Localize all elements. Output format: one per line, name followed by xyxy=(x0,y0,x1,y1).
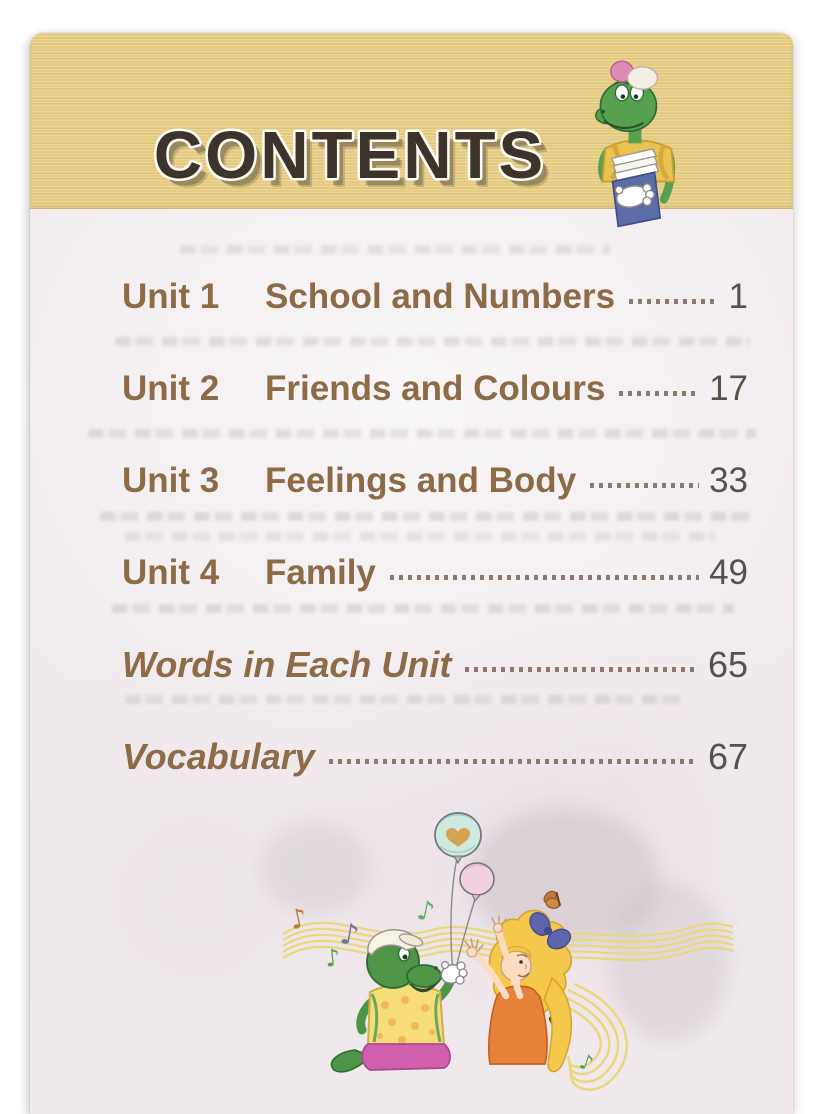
toc-entry-label: Unit 3 xyxy=(122,461,220,500)
svg-text:♪: ♪ xyxy=(323,943,342,973)
balloon-string xyxy=(451,858,457,972)
svg-text:♪: ♪ xyxy=(414,894,438,929)
page-bleedthrough xyxy=(180,245,610,254)
toc-entry-page-number: 65 xyxy=(707,644,748,685)
toc-entry xyxy=(122,368,748,410)
dinosaur-mascot-illustration xyxy=(593,57,705,239)
toc-entry-page-number: 1 xyxy=(728,277,748,316)
svg-text:♪: ♪ xyxy=(337,915,362,953)
toc-entry xyxy=(122,460,748,502)
toc-entry-title: School and Numbers xyxy=(265,277,616,316)
toc-entry-page-number: 17 xyxy=(709,369,748,408)
toc-entry-title: Feelings and Body xyxy=(265,461,577,500)
teal-balloon xyxy=(435,813,481,863)
toc-entry-page-number: 49 xyxy=(709,553,748,592)
toc-entry-title: Family xyxy=(265,553,376,592)
pink-balloon xyxy=(460,863,494,901)
toc-entry-title: Vocabulary xyxy=(122,736,315,777)
toc-entry-label: Unit 2 xyxy=(122,369,220,408)
svg-text:♪: ♪ xyxy=(286,902,311,937)
dotted-leader xyxy=(329,759,698,764)
dotted-leader xyxy=(465,667,698,672)
butterfly xyxy=(540,887,563,913)
footer-illustration xyxy=(270,788,742,1114)
toc-entry-label: Unit 4 xyxy=(122,553,220,592)
glove-hand xyxy=(439,962,467,986)
toc-entry-title: Friends and Colours xyxy=(265,369,606,408)
dotted-leader xyxy=(619,391,699,396)
scanned-book-page xyxy=(30,33,793,1114)
toc-entry xyxy=(122,276,748,318)
dotted-leader xyxy=(629,299,718,304)
toc-entry-page-number: 67 xyxy=(707,736,748,777)
toc-entry-label: Unit 1 xyxy=(122,277,220,316)
dotted-leader xyxy=(390,575,699,580)
toc-entry-title: Words in Each Unit xyxy=(122,644,452,685)
toc-entry xyxy=(122,552,748,594)
toc-entry xyxy=(122,736,748,778)
dotted-leader xyxy=(590,483,699,488)
toc-entry-page-number: 33 xyxy=(709,461,748,500)
toc-entry xyxy=(122,644,748,686)
svg-text:♪: ♪ xyxy=(576,1049,597,1077)
toc-list xyxy=(122,276,748,828)
girl-figure xyxy=(465,909,574,1071)
page-title: CONTENTS xyxy=(153,118,547,193)
